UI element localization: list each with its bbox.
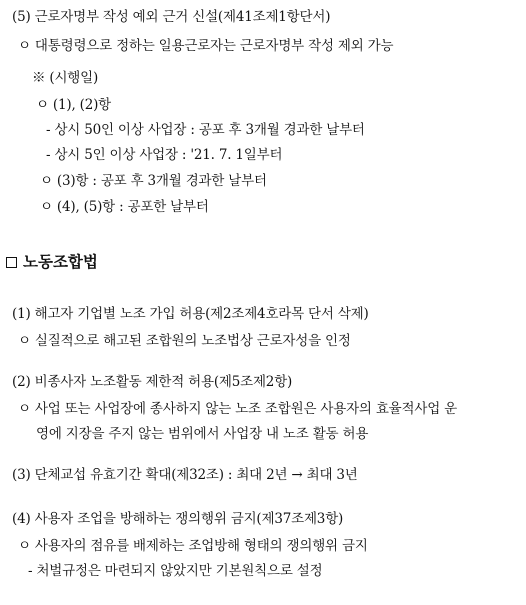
union-item-1-title: (1) 해고자 기업별 노조 가입 허용(제2조제4호라목 단서 삭제) <box>12 306 369 322</box>
checkbox-square-icon <box>6 257 17 268</box>
union-item-2-bullet-line-2: 영에 지장을 주지 않는 범위에서 사업장 내 노조 활동 허용 <box>36 426 369 442</box>
section-heading <box>6 252 98 272</box>
effective-dash-item-1: - 상시 50인 이상 사업장 : 공포 후 3개월 경과한 날부터 <box>46 122 365 138</box>
effective-sub-item-2: ㅇ (3)항 : 공포 후 3개월 경과한 날부터 <box>40 173 267 189</box>
effective-dash-item-2: - 상시 5인 이상 사업장 : '21. 7. 1일부터 <box>46 147 283 163</box>
union-item-2-title: (2) 비종사자 노조활동 제한적 허용(제5조제2항) <box>12 374 293 390</box>
section5-title: (5) 근로자명부 작성 예외 근거 신설(제41조제1항단서) <box>12 9 331 25</box>
union-item-2-bullet-line-1: ㅇ 사업 또는 사업장에 종사하지 않는 노조 조합원은 사용자의 효율적사업 운 <box>18 401 457 417</box>
union-item-4-title: (4) 사용자 조업을 방해하는 쟁의행위 금지(제37조제3항) <box>12 511 344 527</box>
union-item-4-bullet: ㅇ 사용자의 점유를 배제하는 조업방해 형태의 쟁의행위 금지 <box>18 538 368 554</box>
union-item-3-title: (3) 단체교섭 유효기간 확대(제32조) : 최대 2년 → 최대 3년 <box>12 467 358 483</box>
section5-bullet: ㅇ 대통령령으로 정하는 일용근로자는 근로자명부 작성 제외 가능 <box>18 38 394 54</box>
union-item-4-dash: - 처벌규정은 마련되지 않았지만 기본원칙으로 설정 <box>28 563 323 579</box>
effective-date-note: ※ (시행일) <box>32 70 99 86</box>
effective-sub-item-1: ㅇ (1), (2)항 <box>36 97 112 113</box>
union-item-1-bullet: ㅇ 실질적으로 해고된 조합원의 노조법상 근로자성을 인정 <box>18 333 351 349</box>
section-heading-label: 노동조합법 <box>23 253 98 271</box>
effective-sub-item-3: ㅇ (4), (5)항 : 공포한 날부터 <box>40 199 209 215</box>
